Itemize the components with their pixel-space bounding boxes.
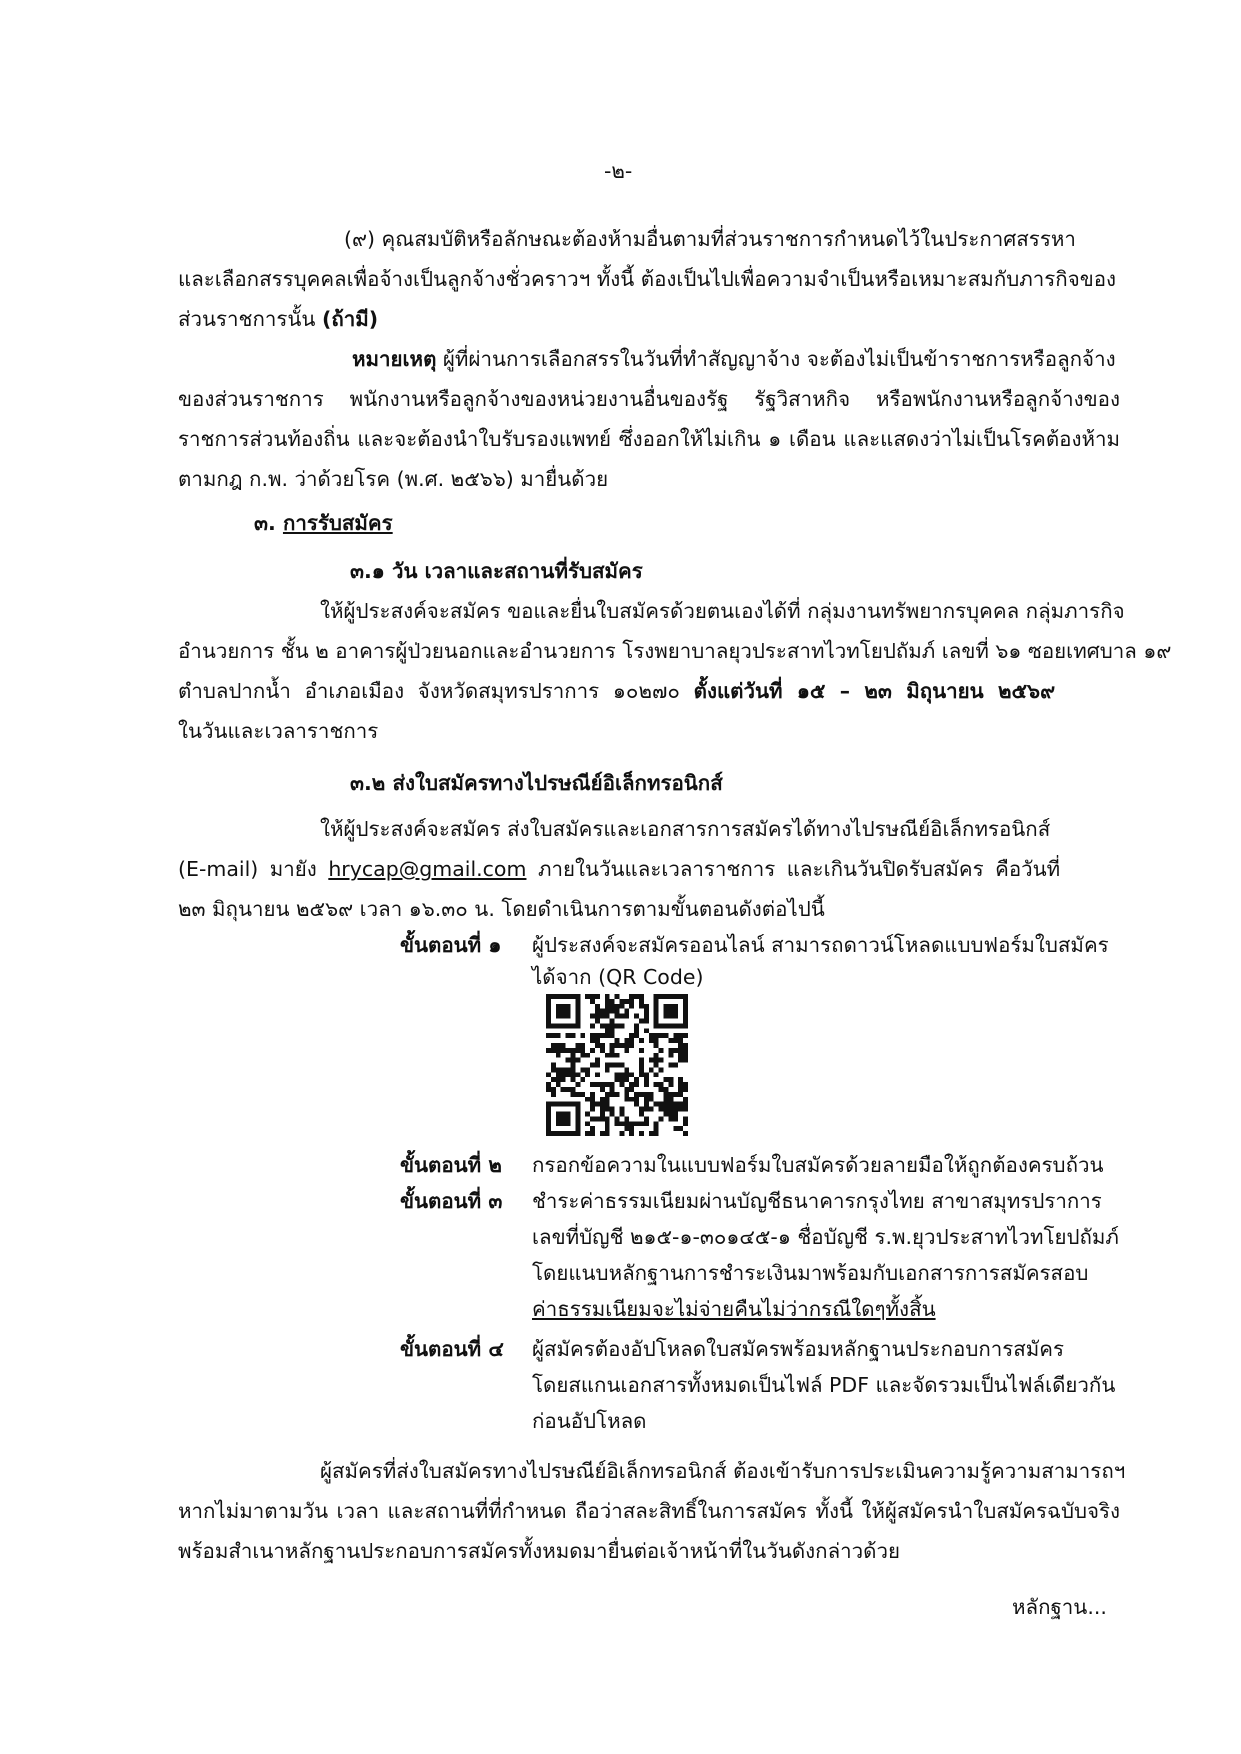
- closing-line2: หากไม่มาตามวัน เวลา และสถานที่ที่กำหนด ถือว่าสละสิทธิ์ในการสมัคร ทั้งนี้ ให้ผู้สมัครนำใบสมัครฉบับจริง: [178, 1499, 1120, 1523]
- s32-line3: ๒๓ มิถุนายน ๒๕๖๙ เวลา ๑๖.๓๐ น. โดยดำเนินการตามขั้นตอนดังต่อไปนี้: [178, 897, 825, 921]
- closing-line3: พร้อมสำเนาหลักฐานประกอบการสมัครทั้งหมดมายื่นต่อเจ้าหน้าที่ในวันดังกล่าวด้วย: [178, 1539, 901, 1563]
- s31-title: ๓.๑ วัน เวลาและสถานที่รับสมัคร: [350, 559, 643, 583]
- note-line3: ราชการส่วนท้องถิ่น และจะต้องนำใบรับรองแพทย์ ซึ่งออกให้ไม่เกิน ๑ เดือน และแสดงว่าไม่เป็นโรคต้องห้าม: [178, 427, 1120, 451]
- note-line1-text: ผู้ที่ผ่านการเลือกสรรในวันที่ทำสัญญาจ้าง จะต้องไม่เป็นข้าราชการหรือลูกจ้าง: [442, 347, 1116, 371]
- section3-heading: [254, 508, 393, 538]
- step3-label: ขั้นตอนที่ ๓: [400, 1189, 503, 1213]
- qr-code-image: [546, 994, 688, 1136]
- step1-label: ขั้นตอนที่ ๑: [400, 933, 502, 957]
- note-label: หมายเหตุ: [352, 347, 437, 371]
- step4-line1: ผู้สมัครต้องอัปโหลดใบสมัครพร้อมหลักฐานประกอบการสมัคร: [532, 1337, 1065, 1361]
- para9-line2: และเลือกสรรบุคคลเพื่อจ้างเป็นลูกจ้างชั่วคราวฯ ทั้งนี้ ต้องเป็นไปเพื่อความจำเป็นหรือเหมาะสมกับภารกิจของ: [178, 267, 1117, 291]
- application-period: ตั้งแต่วันที่ ๑๕ – ๒๓ มิถุนายน ๒๕๖๙: [693, 679, 1056, 703]
- section3-title: การรับสมัคร: [282, 511, 393, 535]
- s31-line3-text: ตำบลปากน้ำ อำเภอเมือง จังหวัดสมุทรปราการ ๑๐๒๗๐: [178, 679, 680, 703]
- step3-line4-nonrefundable: ค่าธรรมเนียมจะไม่จ่ายคืนไม่ว่ากรณีใดๆทั้งสิ้น: [532, 1297, 936, 1321]
- para9-line3-text: ส่วนราชการนั้น: [178, 307, 316, 331]
- s31-line4: ในวันและเวลาราชการ: [178, 719, 379, 743]
- if-any-label: (ถ้ามี): [321, 307, 379, 331]
- step4-line2: โดยสแกนเอกสารทั้งหมดเป็นไฟล์ PDF และจัดรวมเป็นไฟล์เดียวกัน: [532, 1373, 1116, 1397]
- step3-line2: เลขที่บัญชี ๒๑๕-๑-๓๐๑๔๕-๑ ชื่อบัญชี ร.พ.ยุวประสาทไวทโยปถัมภ์: [532, 1225, 1119, 1249]
- s31-line3: [178, 676, 1055, 706]
- s32-line2-text-b: ภายในวันและเวลาราชการ และเกินวันปิดรับสมัคร คือวันที่: [537, 857, 1061, 881]
- step1-line1: ผู้ประสงค์จะสมัครออนไลน์ สามารถดาวน์โหลดแบบฟอร์มใบสมัคร: [532, 933, 1109, 957]
- section3-number: ๓.: [254, 511, 276, 535]
- step3-line1: ชำระค่าธรรมเนียมผ่านบัญชีธนาคารกรุงไทย สาขาสมุทรปราการ: [532, 1189, 1102, 1213]
- step2-label: ขั้นตอนที่ ๒: [400, 1153, 502, 1177]
- note-line4: ตามกฎ ก.พ. ว่าด้วยโรค (พ.ศ. ๒๕๖๖) มายื่นด้วย: [178, 467, 609, 491]
- step3-line3: โดยแนบหลักฐานการชำระเงินมาพร้อมกับเอกสารการสมัครสอบ: [532, 1261, 1089, 1285]
- step2-line1: กรอกข้อความในแบบฟอร์มใบสมัครด้วยลายมือให้ถูกต้องครบถ้วน: [532, 1153, 1104, 1177]
- s32-title: ๓.๒ ส่งใบสมัครทางไปรษณีย์อิเล็กทรอนิกส์: [350, 771, 723, 795]
- s32-line2: [178, 854, 1060, 884]
- para9-line3: [178, 304, 378, 334]
- email-link[interactable]: hrycap@gmail.com: [328, 857, 527, 881]
- s31-line2: อำนวยการ ชั้น ๒ อาคารผู้ป่วยนอกและอำนวยการ โรงพยาบาลยุวประสาทไวทโยปถัมภ์ เลขที่ ๖๑ ซอยเทศบาล ๑๙: [178, 639, 1172, 663]
- s31-line1: ให้ผู้ประสงค์จะสมัคร ขอและยื่นใบสมัครด้วยตนเองได้ที่ กลุ่มงานทรัพยากรบุคคล กลุ่มภารกิจ: [320, 599, 1125, 623]
- note-line1: [352, 344, 1116, 374]
- continuation-text: หลักฐาน...: [1012, 1595, 1107, 1619]
- step4-label: ขั้นตอนที่ ๔: [400, 1337, 504, 1361]
- step4-line3: ก่อนอัปโหลด: [532, 1409, 647, 1433]
- s32-line1: ให้ผู้ประสงค์จะสมัคร ส่งใบสมัครและเอกสารการสมัครได้ทางไปรษณีย์อิเล็กทรอนิกส์: [320, 817, 1051, 841]
- s32-line2-text-a: (E-mail) มายัง: [178, 857, 317, 881]
- closing-line1: ผู้สมัครที่ส่งใบสมัครทางไปรษณีย์อิเล็กทรอนิกส์ ต้องเข้ารับการประเมินความรู้ความสามารถฯ: [320, 1459, 1126, 1483]
- note-line2: ของส่วนราชการ พนักงานหรือลูกจ้างของหน่วยงานอื่นของรัฐ รัฐวิสาหกิจ หรือพนักงานหรือลูกจ้างของ: [178, 387, 1120, 411]
- para9-line1: (๙) คุณสมบัติหรือลักษณะต้องห้ามอื่นตามที่ส่วนราชการกำหนดไว้ในประกาศสรรหา: [344, 227, 1076, 251]
- step1-line2: ได้จาก (QR Code): [532, 965, 704, 989]
- page-number: -๒-: [604, 159, 633, 183]
